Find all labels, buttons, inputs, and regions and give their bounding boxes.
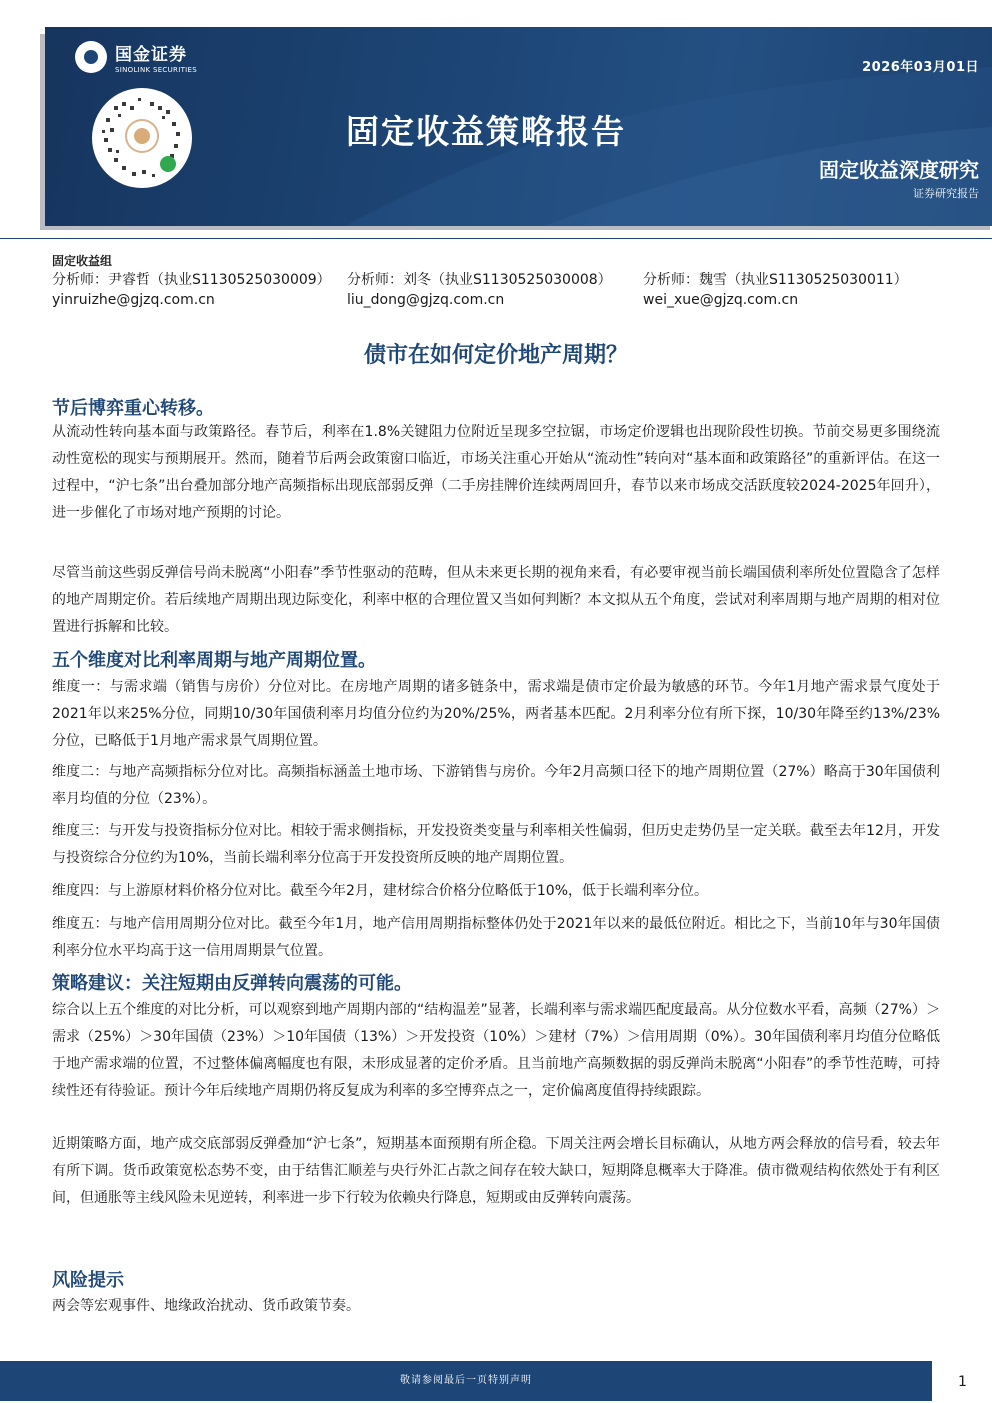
section-heading: 风险提示 <box>52 1270 124 1291</box>
page-number: 1 <box>958 1374 967 1390</box>
company-logo <box>75 40 197 74</box>
analyst-2 <box>347 270 612 310</box>
section-heading: 五个维度对比利率周期与地产周期位置。 <box>52 650 376 671</box>
analyst-1 <box>52 270 331 310</box>
logo-name-cn: 国金证券 <box>115 45 187 65</box>
header-divider <box>0 238 992 239</box>
logo-name-en: SINOLINK SECURITIES <box>115 66 197 74</box>
analyst-email[interactable]: wei_xue@gjzq.com.cn <box>643 292 799 308</box>
main-title: 债市在如何定价地产周期？ <box>363 343 628 368</box>
report-date: 2026年03月01日 <box>862 60 979 75</box>
report-title: 固定收益策略报告 <box>346 112 626 151</box>
qr-code-icon <box>92 88 192 188</box>
analyst-name: 分析师：刘冬（执业S1130525030008） <box>347 272 612 288</box>
section-heading: 策略建议：关注短期由反弹转向震荡的可能。 <box>52 973 412 994</box>
report-subtype: 证券研究报告 <box>913 187 979 200</box>
paragraph: 综合以上五个维度的对比分析，可以观察到地产周期内部的“结构温差”显著，长端利率与需求端匹配度最高。从分位数水平看，高频（27%）＞需求（25%）＞30年国债（23%）＞10年国债（13%）＞开发投资（10%）＞建材（7%）＞信用周期（0%）。30年国债利率月均值分位略低于地产需求端的位置，不过整体偏离幅度也有限，未形成显著的定价矛盾。且当前地产高频数据的弱反弹尚未脱离“小阳春”的季节性范畴，可持续性还有待验证。预计今年后续地产周期仍将反复成为利率的多空博弈点之一，定价偏离度值得持续跟踪。 <box>52 1002 940 1099</box>
logo-icon <box>75 41 107 73</box>
analyst-name: 分析师：尹睿哲（执业S1130525030009） <box>52 272 331 288</box>
analyst-email[interactable]: liu_dong@gjzq.com.cn <box>347 292 505 308</box>
analyst-name: 分析师：魏雪（执业S1130525030011） <box>643 272 908 288</box>
paragraph: 维度五：与地产信用周期分位对比。截至今年1月，地产信用周期指标整体仍处于2021年以来的最低位附近。相比之下，当前10年与30年国债利率分位水平均高于这一信用周期景气位置。 <box>52 916 940 959</box>
paragraph: 维度一：与需求端（销售与房价）分位对比。在房地产周期的诸多链条中，需求端是债市定价最为敏感的环节。今年1月地产需求景气度处于2021年以来25%分位，同期10/30年国债利率月均值分位约为20%/25%，两者基本匹配。2月利率分位有所下探，10/30年降至约13%/23%分位，已略低于1月地产需求景气周期位置。 <box>52 679 940 749</box>
section-heading: 节后博弈重心转移。 <box>52 398 214 419</box>
paragraph: 尽管当前这些弱反弹信号尚未脱离“小阳春”季节性驱动的范畴，但从未来更长期的视角来看，有必要审视当前长端国债利率所处位置隐含了怎样的地产周期定价。若后续地产周期出现边际变化，利率中枢的合理位置又当如何判断？本文拟从五个角度，尝试对利率周期与地产周期的相对位置进行拆解和比较。 <box>52 565 940 635</box>
paragraph: 近期策略方面，地产成交底部弱反弹叠加“沪七条”，短期基本面预期有所企稳。下周关注两会增长目标确认，从地方两会释放的信号看，较去年有所下调。货币政策宽松态势不变，由于结售汇顺差与央行外汇占款之间存在较大缺口，短期降息概率大于降准。债市微观结构依然处于有利区间，但通胀等主线风险未见逆转，利率进一步下行较为依赖央行降息，短期或由反弹转向震荡。 <box>52 1136 940 1206</box>
footer-disclaimer: 敬请参阅最后一页特别声明 <box>0 1361 932 1401</box>
paragraph: 两会等宏观事件、地缘政治扰动、货币政策节奏。 <box>52 1298 360 1314</box>
analyst-3 <box>643 270 908 310</box>
paragraph: 维度四：与上游原材料价格分位对比。截至今年2月，建材综合价格分位略低于10%，低于长端利率分位。 <box>52 883 709 899</box>
paragraph: 维度二：与地产高频指标分位对比。高频指标涵盖土地市场、下游销售与房价。今年2月高频口径下的地产周期位置（27%）略高于30年国债利率月均值的分位（23%）。 <box>52 764 940 807</box>
paragraph: 维度三：与开发与投资指标分位对比。相较于需求侧指标，开发投资类变量与利率相关性偏弱，但历史走势仍呈一定关联。截至去年12月，开发与投资综合分位约为10%，当前长端利率分位高于开发投资所反映的地产周期位置。 <box>52 823 940 866</box>
paragraph: 从流动性转向基本面与政策路径。春节后，利率在1.8%关键阻力位附近呈现多空拉锯，市场定价逻辑也出现阶段性切换。节前交易更多围绕流动性宽松的现实与预期展开。然而，随着节后两会政策窗口临近，市场关注重心开始从“流动性”转向对“基本面和政策路径”的重新评估。在这一过程中，“沪七条”出台叠加部分地产高频指标出现底部弱反弹（二手房挂牌价连续两周回升，春节以来市场成交活跃度较2024-2025年回升），进一步催化了市场对地产预期的讨论。 <box>52 424 940 521</box>
research-group: 固定收益组 <box>52 254 113 268</box>
analyst-email[interactable]: yinruizhe@gjzq.com.cn <box>52 292 215 308</box>
report-type: 固定收益深度研究 <box>819 158 979 182</box>
